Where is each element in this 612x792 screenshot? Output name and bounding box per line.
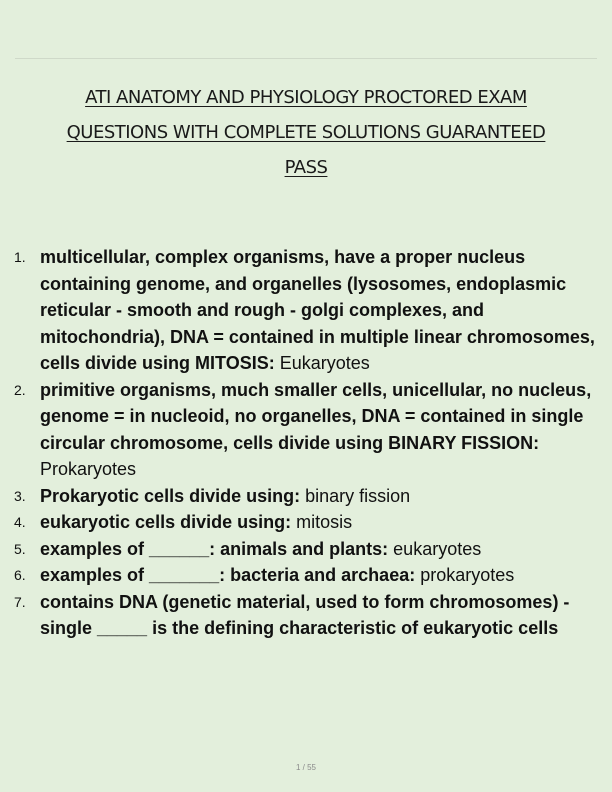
item-answer: prokaryotes [420,565,515,585]
item-number: 4. [14,514,26,530]
question-list [0,244,612,642]
item-number: 3. [14,487,26,504]
header-divider [15,58,597,59]
title-line-3: PASS [284,157,328,178]
title-line-2: QUESTIONS WITH COMPLETE SOLUTIONS GUARANTEED [66,122,546,143]
item-question: contains DNA (genetic material, used to form chromosomes) - single _____ is the defining characteristic of eukaryotic cells [40,591,570,638]
title-line-1: ATI ANATOMY AND PHYSIOLOGY PROCTORED EXAM [85,87,527,108]
item-question: eukaryotic cells divide using: [40,512,292,532]
list-item [0,377,612,483]
item-number: 6. [14,567,26,583]
item-answer: Prokaryotes [40,459,137,479]
item-answer: eukaryotes [393,538,482,559]
list-item [0,509,612,536]
item-answer: Eukaryotes [279,353,370,373]
list-item [0,536,612,563]
list-item [0,562,612,589]
list-item [0,589,612,642]
item-answer: mitosis [296,512,353,532]
list-item [0,483,612,510]
item-number: 7. [14,593,26,610]
item-number: 2. [14,381,26,398]
item-number: 1. [14,249,26,265]
item-question: Prokaryotic cells divide using: [40,485,301,506]
item-question: multicellular, complex organisms, have a proper nucleus containing genome, and organelles (lysosomes, endoplasmic reticular - smooth and rough - golgi complexes, and mitochondria), DNA = contained in multiple linear chromosomes, cells divide using MITOSIS: [40,247,595,373]
item-question: examples of _______: bacteria and archaea: [40,565,416,585]
document-title [20,80,592,185]
list-item [0,244,612,377]
item-number: 5. [14,540,26,557]
item-question: primitive organisms, much smaller cells, unicellular, no nucleus, genome = in nucleoid, no organelles, DNA = contained in single circular chromosome, cells divide using BINARY FISSION: [40,379,592,453]
page-indicator: 1 / 55 [295,763,316,772]
item-answer: binary fission [305,485,411,506]
item-question: examples of ______: animals and plants: [40,538,389,559]
